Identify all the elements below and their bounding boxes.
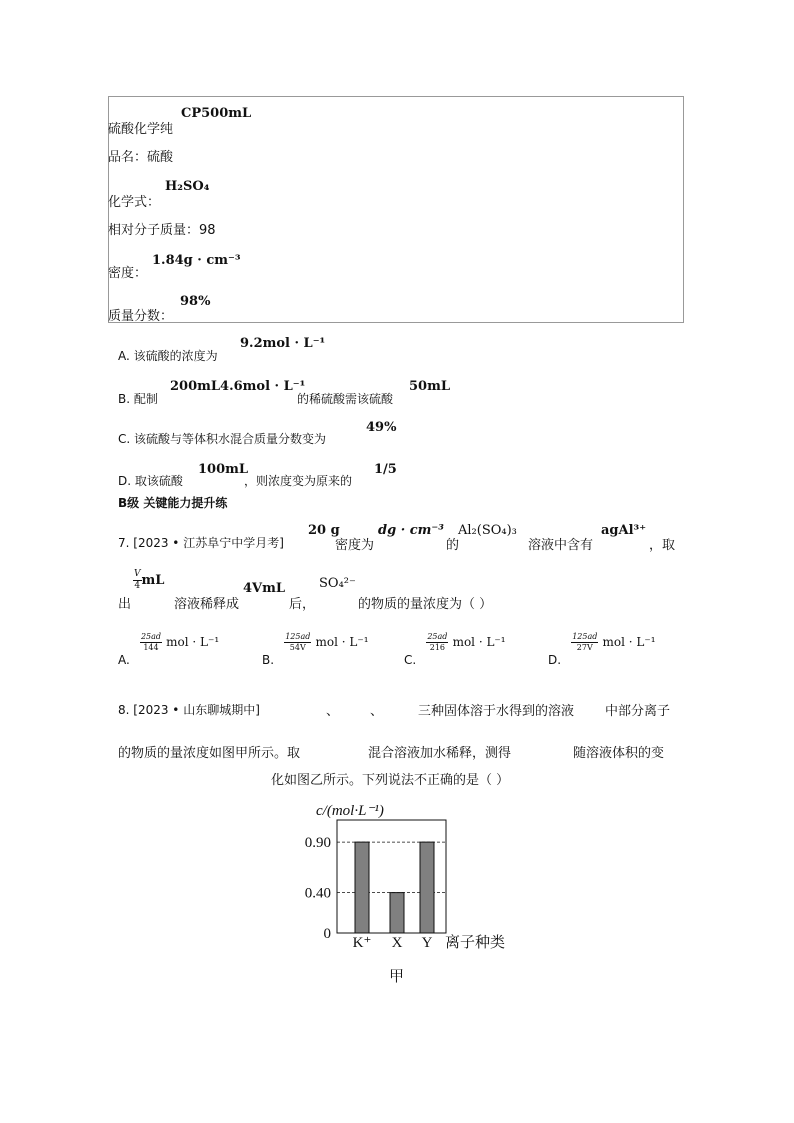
q6-option-a-math: 9.2mol · L⁻¹ <box>240 336 326 351</box>
q7-option-d-den: 27V <box>576 643 593 652</box>
q6-option-d-text2: ，则浓度变为原来的 <box>244 474 353 488</box>
q8-text4: 混合溶液加水稀释，测得 <box>368 746 512 761</box>
q6-option-c-math: 49% <box>366 420 397 435</box>
q7-text7: 后， <box>289 597 316 612</box>
label-line2: 品名：硫酸 <box>108 150 174 165</box>
q7-option-c-unit: mol · L⁻¹ <box>452 635 506 649</box>
label-line6: 质量分数： <box>108 309 174 324</box>
q7-option-d <box>548 632 656 667</box>
q7-option-c-num: 25ad <box>427 632 448 641</box>
q8-prefix: 8. [2023 • 山东聊城期中] <box>118 703 260 717</box>
q7-frac-v4 <box>133 570 164 591</box>
q7-option-b-num: 125ad <box>285 632 311 641</box>
q6-option-c: C. 该硫酸与等体积水混合质量分数变为 <box>118 432 327 446</box>
q8-text3: 的物质的量浓度如图甲所示。取 <box>118 746 301 761</box>
q7-math1: 20 g <box>308 523 340 538</box>
q7-option-a-unit: mol · L⁻¹ <box>166 635 220 649</box>
q7-math7: SO₄²⁻ <box>319 576 356 591</box>
q7-frac-num: V <box>134 569 141 579</box>
q7-math2: dg · cm⁻³ <box>378 523 444 538</box>
q7-option-a <box>118 632 220 667</box>
q8-text2: 中部分离子 <box>605 704 671 719</box>
q7-text8: 的物质的量浓度为（ ） <box>358 597 493 612</box>
chart-ytick-0: 0 <box>323 926 331 942</box>
chart-xtick-2: Y <box>421 935 433 951</box>
label-line1-math: CP500mL <box>181 106 252 121</box>
q7-option-b <box>262 632 369 667</box>
q7-math6: 4VmL <box>243 581 286 596</box>
q7-option-c <box>404 632 506 667</box>
label-line3-math: H₂SO₄ <box>165 179 210 194</box>
q7-option-c-den: 216 <box>429 643 446 652</box>
label-line4: 相对分子质量：98 <box>108 223 216 238</box>
q7-option-d-unit: mol · L⁻¹ <box>602 635 656 649</box>
chart-caption: 甲 <box>389 969 405 985</box>
q7-option-d-num: 125ad <box>572 632 598 641</box>
q7-option-d-label: D. <box>548 653 562 667</box>
chart-ylabel: c/(mol·L⁻¹) <box>316 803 384 819</box>
section-heading: B级 关键能力提升练 <box>118 496 228 510</box>
q7-option-a-label: A. <box>118 653 130 667</box>
q7-option-a-den: 144 <box>143 643 159 652</box>
label-line1: 硫酸化学纯 <box>108 122 174 137</box>
label-line6-math: 98% <box>180 294 211 309</box>
q6-option-d-math2: 1/5 <box>374 462 397 477</box>
q6-option-a: A. 该硫酸的浓度为 <box>118 349 218 363</box>
q7-text2: 的 <box>446 538 460 553</box>
q8-text5: 随溶液体积的变 <box>573 746 665 761</box>
q7-option-b-label: B. <box>262 653 275 667</box>
label-line5: 密度： <box>108 266 148 281</box>
q6-option-b: B. 配制 <box>118 392 158 406</box>
q6-option-b-text2: 的稀硫酸需该硫酸 <box>297 392 394 406</box>
q6-option-d: D. 取该硫酸 <box>118 474 183 488</box>
q8-sep2: 、 <box>370 704 384 719</box>
q7-frac-unit: mL <box>141 573 165 588</box>
q7-text1: 密度为 <box>335 538 375 553</box>
q7-text3: 溶液中含有 <box>528 538 594 553</box>
q7-option-a-num: 25ad <box>140 632 162 641</box>
q7-text6: 溶液稀释成 <box>174 597 240 612</box>
q8-sep1: 、 <box>326 704 340 719</box>
q7-frac-den: 4 <box>134 581 141 591</box>
q6-option-d-math1: 100mL <box>198 462 249 477</box>
q8-text1: 三种固体溶于水得到的溶液 <box>418 704 575 719</box>
chart-xtick-1: X <box>391 935 403 951</box>
q6-option-b-math1: 200mL4.6mol · L⁻¹ <box>170 379 306 394</box>
q7-math4: agAl³⁺ <box>601 523 647 538</box>
chart-xlabel: 离子种类 <box>445 935 506 951</box>
chart-bar-1 <box>390 893 404 933</box>
q7-text5: 出 <box>118 597 132 612</box>
ion-concentration-chart <box>300 795 510 987</box>
q7-option-b-den: 54V <box>289 643 306 652</box>
chart-bar-2 <box>420 842 434 933</box>
q7-math3: Al₂(SO₄)₃ <box>458 523 517 538</box>
reagent-label-box <box>108 96 684 323</box>
q7-option-b-unit: mol · L⁻¹ <box>315 635 369 649</box>
q7-option-c-label: C. <box>404 653 417 667</box>
q7-prefix: 7. [2023 • 江苏阜宁中学月考] <box>118 536 284 550</box>
chart-bar-0 <box>355 842 369 933</box>
chart-xtick-0: K⁺ <box>352 935 372 951</box>
q7-text4: ，取 <box>649 538 676 553</box>
label-line3: 化学式： <box>108 195 161 210</box>
label-line5-math: 1.84g · cm⁻³ <box>152 253 241 268</box>
q8-text6: 化如图乙所示。下列说法不正确的是（ ） <box>271 773 510 788</box>
chart-ytick-2: 0.90 <box>304 835 331 852</box>
q6-option-b-math2: 50mL <box>409 379 450 394</box>
chart-ytick-1: 0.40 <box>304 885 331 902</box>
